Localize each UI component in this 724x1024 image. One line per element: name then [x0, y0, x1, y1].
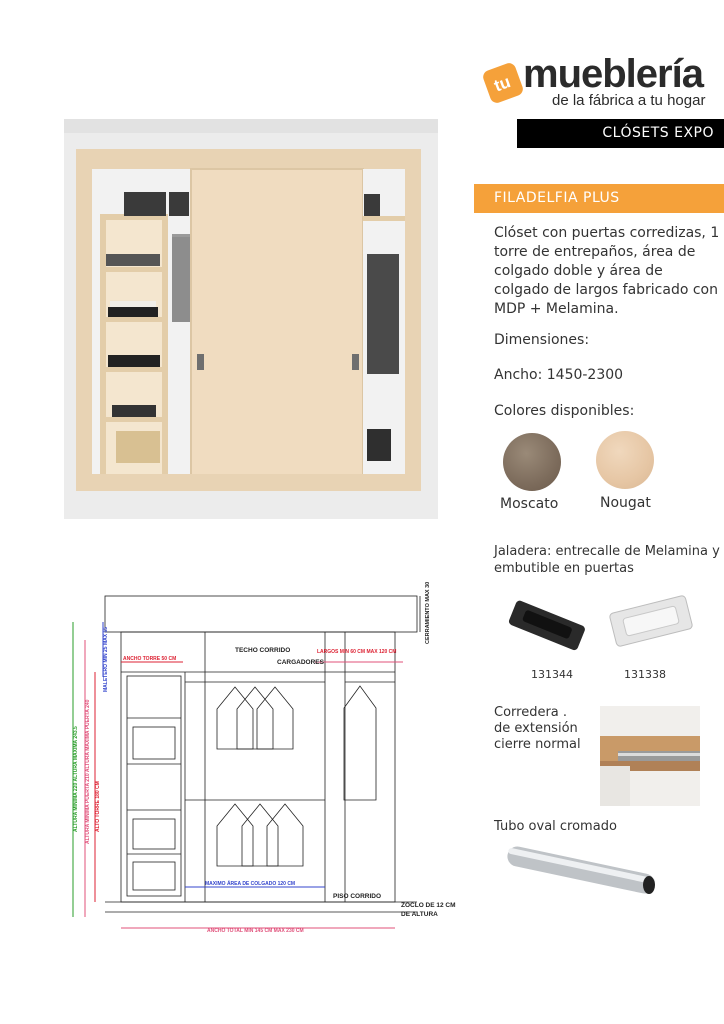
slide-line-1: Corredera . — [494, 705, 568, 720]
width-text: Ancho: 1450-2300 — [494, 367, 624, 383]
label-largos: LARGOS MIN 60 CM MAX 120 CM — [317, 649, 397, 655]
label-ancho-total: ANCHO TOTAL MIN 145 CM MAX 230 CM — [207, 928, 304, 934]
color-swatch-moscato — [503, 433, 561, 491]
label-alto-torre: ALTO TORRE 180 CM — [95, 781, 101, 832]
color-label-moscato: Moscato — [500, 496, 559, 512]
colors-label: Colores disponibles: — [494, 403, 635, 419]
label-maletero: MALETERO MIN 25 MAX 55 — [103, 626, 109, 692]
label-zoclo-2: DE ALTURA — [401, 911, 438, 918]
label-altura-total: ALTURA MINIMA 220 ALTURA MAXIMA 243.5 — [73, 726, 79, 832]
dimensions-label: Dimensiones: — [494, 332, 590, 348]
color-label-nougat: Nougat — [600, 495, 651, 511]
category-banner: CLÓSETS EXPO — [517, 119, 724, 148]
label-ancho-torre: ANCHO TORRE 50 CM — [123, 656, 177, 662]
product-description: Clóset con puertas corredizas, 1 torre de entrepaños, área de colgado doble y área de colgado de largos fabricado con MDP + Melamina. — [494, 225, 720, 317]
color-swatch-nougat — [596, 431, 654, 489]
slide-line-3: cierre normal — [494, 737, 581, 752]
label-altura-puerta: ALTURA MINIMA PUERTA 210 ALTURA MAXIMA PUERTA 240 — [85, 699, 91, 844]
brand-logo-badge — [480, 62, 526, 104]
product-name-banner: FILADELFIA PLUS — [474, 184, 724, 213]
slide-line-2: de extensión — [494, 721, 578, 736]
brand-tagline: de la fábrica a tu hogar — [552, 92, 706, 109]
handle-description: Jaladera: entrecalle de Melamina y embutible en puertas — [494, 544, 720, 576]
handle-black-image — [502, 600, 590, 660]
label-techo: TECHO CORRIDO — [235, 647, 291, 654]
handle-white-image — [606, 592, 696, 652]
technical-diagram — [55, 582, 467, 934]
oval-tube-image — [502, 842, 660, 900]
label-area-colgado: MAXIMO ÁREA DE COLGADO 120 CM — [205, 881, 296, 887]
closet-photo — [64, 119, 438, 519]
label-cargadores: CARGADORES — [277, 659, 324, 666]
label-zoclo-1: ZOCLO DE 12 CM — [401, 902, 456, 909]
tube-description: Tubo oval cromado — [494, 819, 617, 834]
brand-name: mueblería — [523, 52, 703, 96]
drawer-slide-image — [600, 706, 700, 806]
handle-code-1: 131344 — [531, 668, 573, 681]
label-piso: PISO CORRIDO — [333, 893, 382, 900]
brand-tu-text: tu — [491, 72, 514, 96]
label-cerramiento: CERRAMIENTO MAX 30 — [425, 582, 431, 644]
handle-code-2: 131338 — [624, 668, 666, 681]
